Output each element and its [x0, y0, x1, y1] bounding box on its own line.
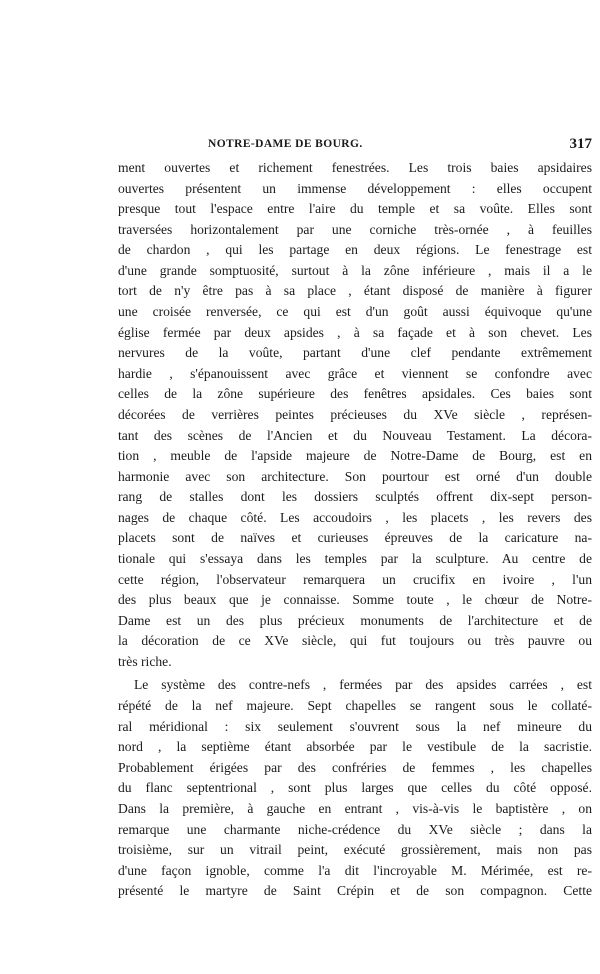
text-line: la décoration de ce XVe siècle, qui fut toujours ou très pauvre ou — [118, 633, 592, 649]
text-line: troisième, sur un vitrail peint, exécuté grossièrement, mais non pas — [118, 842, 592, 858]
text-line: hardie , s'épanouissent avec grâce et viennent se confondre avec — [118, 365, 592, 381]
text-line: une croisée renversée, ce qui est d'un goût aussi équivoque qu'une — [118, 304, 592, 320]
text-line: présenté le martyre de Saint Crépin et de son compagnon. Cette — [118, 883, 592, 899]
paragraph-1 — [118, 158, 592, 672]
text-line: des plus beaux que je connaisse. Somme toute , le chœur de Notre- — [118, 592, 592, 608]
text-line: du flanc septentrional , sont plus larges que celles du côté opposé. — [118, 780, 592, 796]
text-line: tionale qui s'essaya dans les temples par la sculpture. Au centre de — [118, 550, 592, 566]
text-line: Le système des contre-nefs , fermées par des apsides carrées , est — [134, 677, 592, 693]
text-line: répété de la nef majeure. Sept chapelles se rangent sous le collaté- — [118, 698, 592, 714]
text-line: ment ouvertes et richement fenestrées. Les trois baies apsidaires — [118, 160, 592, 175]
text-line: décorées de verrières peintes précieuses du XVe siècle , représen- — [118, 406, 592, 422]
text-line: remarque une charmante niche-crédence du XVe siècle ; dans la — [118, 821, 592, 837]
text-line: tort de n'y être pas à sa place , étant disposé de manière à figurer — [118, 283, 592, 299]
text-line: d'une façon ignoble, comme l'a dit l'incroyable M. Mérimée, est re- — [118, 862, 592, 878]
text-line: Dans la première, à gauche en entrant , vis-à-vis le baptistère , on — [118, 800, 592, 816]
text-line: tion , meuble de l'apside majeure de Notre-Dame de Bourg, est en — [118, 448, 592, 464]
text-line: nord , la septième étant absorbée par le vestibule de la sacristie. — [118, 739, 592, 755]
text-line: église fermée par deux apsides , à sa façade et à son chevet. Les — [118, 324, 592, 340]
text-line: très riche. — [118, 653, 172, 669]
text-line: Probablement érigées par des confréries de femmes , les chapelles — [118, 759, 592, 775]
page-header — [118, 138, 592, 160]
text-line: ouvertes présentent un immense développement : elles occupent — [118, 180, 592, 196]
text-line: ral méridional : six seulement s'ouvrent sous la nef mineure du — [118, 718, 592, 734]
text-line: d'une grande somptuosité, surtout à la zône inférieure , mais il a le — [118, 262, 592, 278]
text-line: presque tout l'espace entre l'aire du temple et sa voûte. Elles sont — [118, 201, 592, 217]
text-line: cette région, l'observateur remarquera un crucifix en ivoire , l'un — [118, 571, 592, 587]
text-line: rang de stalles dont les dossiers sculptés offrent dix-sept person- — [118, 489, 592, 505]
text-line: de chardon , qui les partage en deux régions. Le fenestrage est — [118, 242, 592, 258]
text-line: nages de chaque côté. Les accoudoirs , les placets , les revers des — [118, 509, 592, 525]
paragraph-2 — [118, 675, 592, 901]
running-title: NOTRE-DAME DE BOURG. — [208, 138, 363, 150]
text-line: nervures de la voûte, partant d'une clef pendante extrêmement — [118, 345, 592, 361]
text-line: celles de la zône supérieure des fenêtres apsidales. Ces baies sont — [118, 386, 592, 402]
text-line: tant des scènes de l'Ancien et du Nouveau Testament. La décora- — [118, 427, 592, 443]
text-line: Dame est un des plus précieux monuments de l'architecture et de — [118, 612, 592, 628]
page-number: 317 — [569, 136, 592, 152]
text-line: placets sont de naïves et curieuses épreuves de la caricature na- — [118, 530, 592, 546]
text-line: traversées horizontalement par une corniche très-ornée , à feuilles — [118, 221, 592, 237]
body-text — [118, 158, 592, 902]
text-line: harmonie avec son architecture. Son pourtour est orné d'un double — [118, 468, 592, 484]
